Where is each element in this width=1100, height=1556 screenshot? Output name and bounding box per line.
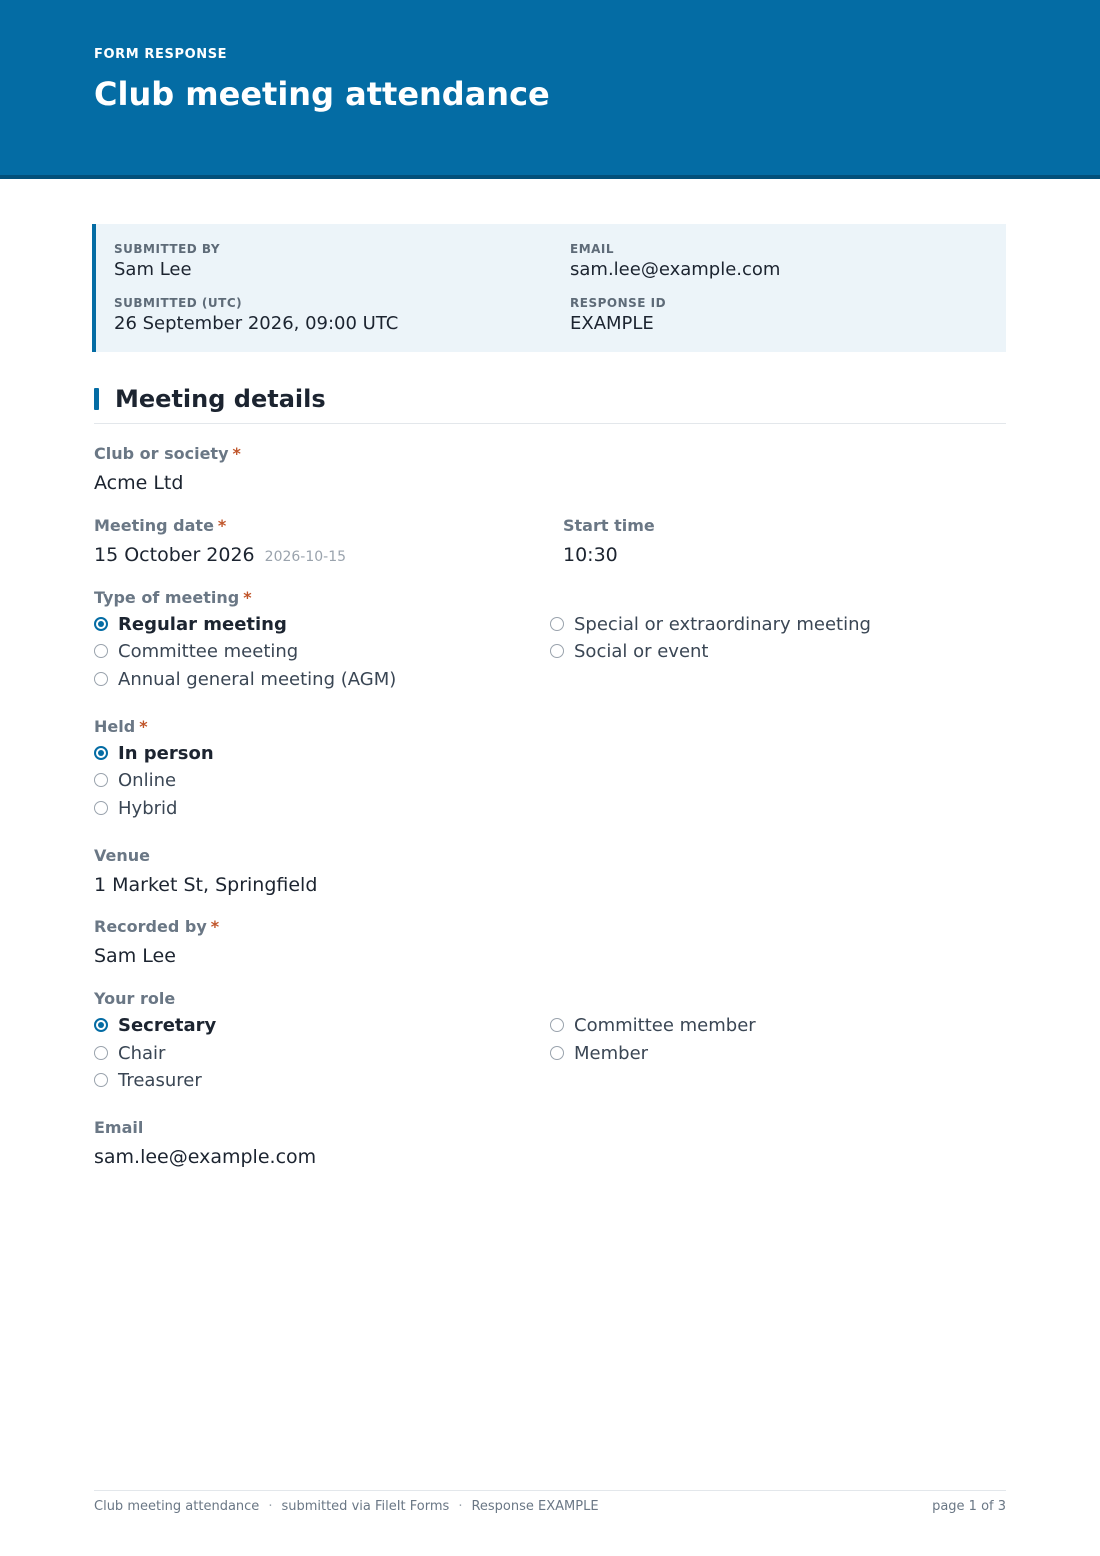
field-meeting-type — [94, 587, 252, 609]
label-text: Held — [94, 717, 136, 736]
field-venue — [94, 845, 317, 898]
email-value: sam.lee@example.com — [570, 259, 781, 280]
option-label: Treasurer — [118, 1069, 202, 1091]
field-label — [94, 587, 252, 609]
iso-date: 2026-10-15 — [264, 549, 347, 565]
radio-option[interactable] — [550, 638, 709, 664]
option-label: Online — [118, 769, 177, 791]
radio-option[interactable] — [94, 1067, 202, 1093]
field-held — [94, 716, 148, 738]
field-start-time — [563, 515, 655, 568]
field-recorded-by — [94, 916, 219, 969]
option-label: Committee meeting — [118, 640, 299, 662]
footer-separator: · — [458, 1499, 463, 1514]
field-meeting-date — [94, 515, 346, 570]
page-footer — [94, 1490, 1006, 1521]
radio-option[interactable] — [550, 1040, 648, 1066]
field-role — [94, 988, 175, 1010]
field-label: Start time — [563, 516, 655, 535]
option-label: Committee member — [574, 1014, 756, 1036]
field-label — [94, 515, 346, 537]
radio-empty-icon — [94, 1046, 108, 1060]
footer-separator: · — [268, 1499, 273, 1514]
required-marker: * — [232, 444, 241, 463]
radio-option[interactable] — [94, 795, 177, 821]
required-marker: * — [210, 917, 220, 936]
field-value: Acme Ltd — [94, 472, 184, 494]
footer-info — [94, 1499, 599, 1514]
field-label: Email — [94, 1118, 144, 1137]
option-label: Regular meeting — [118, 613, 287, 635]
option-label: Social or event — [574, 640, 709, 662]
radio-selected-icon — [94, 617, 108, 631]
field-value — [94, 542, 346, 570]
radio-option[interactable] — [94, 767, 176, 793]
email-label: EMAIL — [570, 242, 615, 256]
radio-option[interactable] — [94, 666, 396, 692]
field-label — [94, 716, 148, 738]
submitted-by — [114, 241, 220, 282]
radio-empty-icon — [94, 1073, 108, 1087]
radio-selected-icon — [94, 746, 108, 760]
field-label — [94, 443, 241, 465]
field-value: Sam Lee — [94, 945, 176, 967]
response-id-label: RESPONSE ID — [570, 296, 667, 310]
radio-selected-icon — [94, 1018, 108, 1032]
radio-option[interactable] — [94, 638, 298, 664]
radio-option[interactable] — [550, 1012, 756, 1038]
label-text: Club or society — [94, 444, 229, 463]
field-label — [94, 916, 219, 938]
radio-empty-icon — [550, 1046, 564, 1060]
field-label: Venue — [94, 846, 150, 865]
option-label: Hybrid — [118, 797, 178, 819]
field-value: 1 Market St, Springfield — [94, 874, 318, 896]
required-marker: * — [243, 588, 252, 607]
header-eyebrow: FORM RESPONSE — [94, 47, 228, 62]
field-value: 10:30 — [563, 544, 618, 566]
field-club — [94, 443, 241, 496]
radio-option[interactable] — [94, 1012, 216, 1038]
required-marker: * — [139, 717, 148, 736]
page-number: page 1 of 3 — [932, 1499, 1006, 1514]
field-email — [94, 1117, 316, 1170]
label-text: Meeting date — [94, 516, 214, 535]
radio-empty-icon — [550, 617, 564, 631]
label-text: Recorded by — [94, 917, 207, 936]
footer-via: submitted via FileIt Forms — [281, 1499, 450, 1514]
submitted-by-value: Sam Lee — [114, 259, 192, 280]
section-title: Meeting details — [115, 385, 326, 413]
radio-empty-icon — [550, 1018, 564, 1032]
footer-response: Response EXAMPLE — [471, 1499, 599, 1514]
submitted-utc-label: SUBMITTED (UTC) — [114, 296, 243, 310]
radio-empty-icon — [94, 672, 108, 686]
option-label: Secretary — [118, 1014, 217, 1036]
radio-option[interactable] — [94, 611, 287, 637]
option-label: Chair — [118, 1042, 166, 1064]
option-label: Special or extraordinary meeting — [574, 613, 871, 635]
radio-option[interactable] — [550, 611, 871, 637]
submitter-email — [570, 241, 780, 282]
radio-option[interactable] — [94, 1040, 165, 1066]
option-label: In person — [118, 742, 214, 764]
footer-form-name: Club meeting attendance — [94, 1499, 260, 1514]
submitted-utc-value: 26 September 2026, 09:00 UTC — [114, 313, 399, 334]
page-header — [0, 0, 1100, 179]
radio-option[interactable] — [94, 740, 214, 766]
field-value: sam.lee@example.com — [94, 1146, 317, 1168]
submission-summary — [92, 224, 1006, 352]
response-id — [570, 295, 666, 336]
label-text: Type of meeting — [94, 588, 240, 607]
section-heading — [94, 382, 1006, 424]
submitted-by-label: SUBMITTED BY — [114, 242, 221, 256]
option-label: Annual general meeting (AGM) — [118, 668, 397, 690]
radio-empty-icon — [550, 644, 564, 658]
page-title: Club meeting attendance — [94, 75, 550, 113]
radio-empty-icon — [94, 644, 108, 658]
radio-empty-icon — [94, 801, 108, 815]
submitted-time — [114, 295, 398, 336]
response-id-value: EXAMPLE — [570, 313, 654, 334]
field-label: Your role — [94, 989, 176, 1008]
date-text: 15 October 2026 — [94, 544, 255, 566]
section-accent-bar — [94, 388, 99, 410]
option-label: Member — [574, 1042, 649, 1064]
radio-empty-icon — [94, 773, 108, 787]
required-marker: * — [217, 516, 227, 535]
